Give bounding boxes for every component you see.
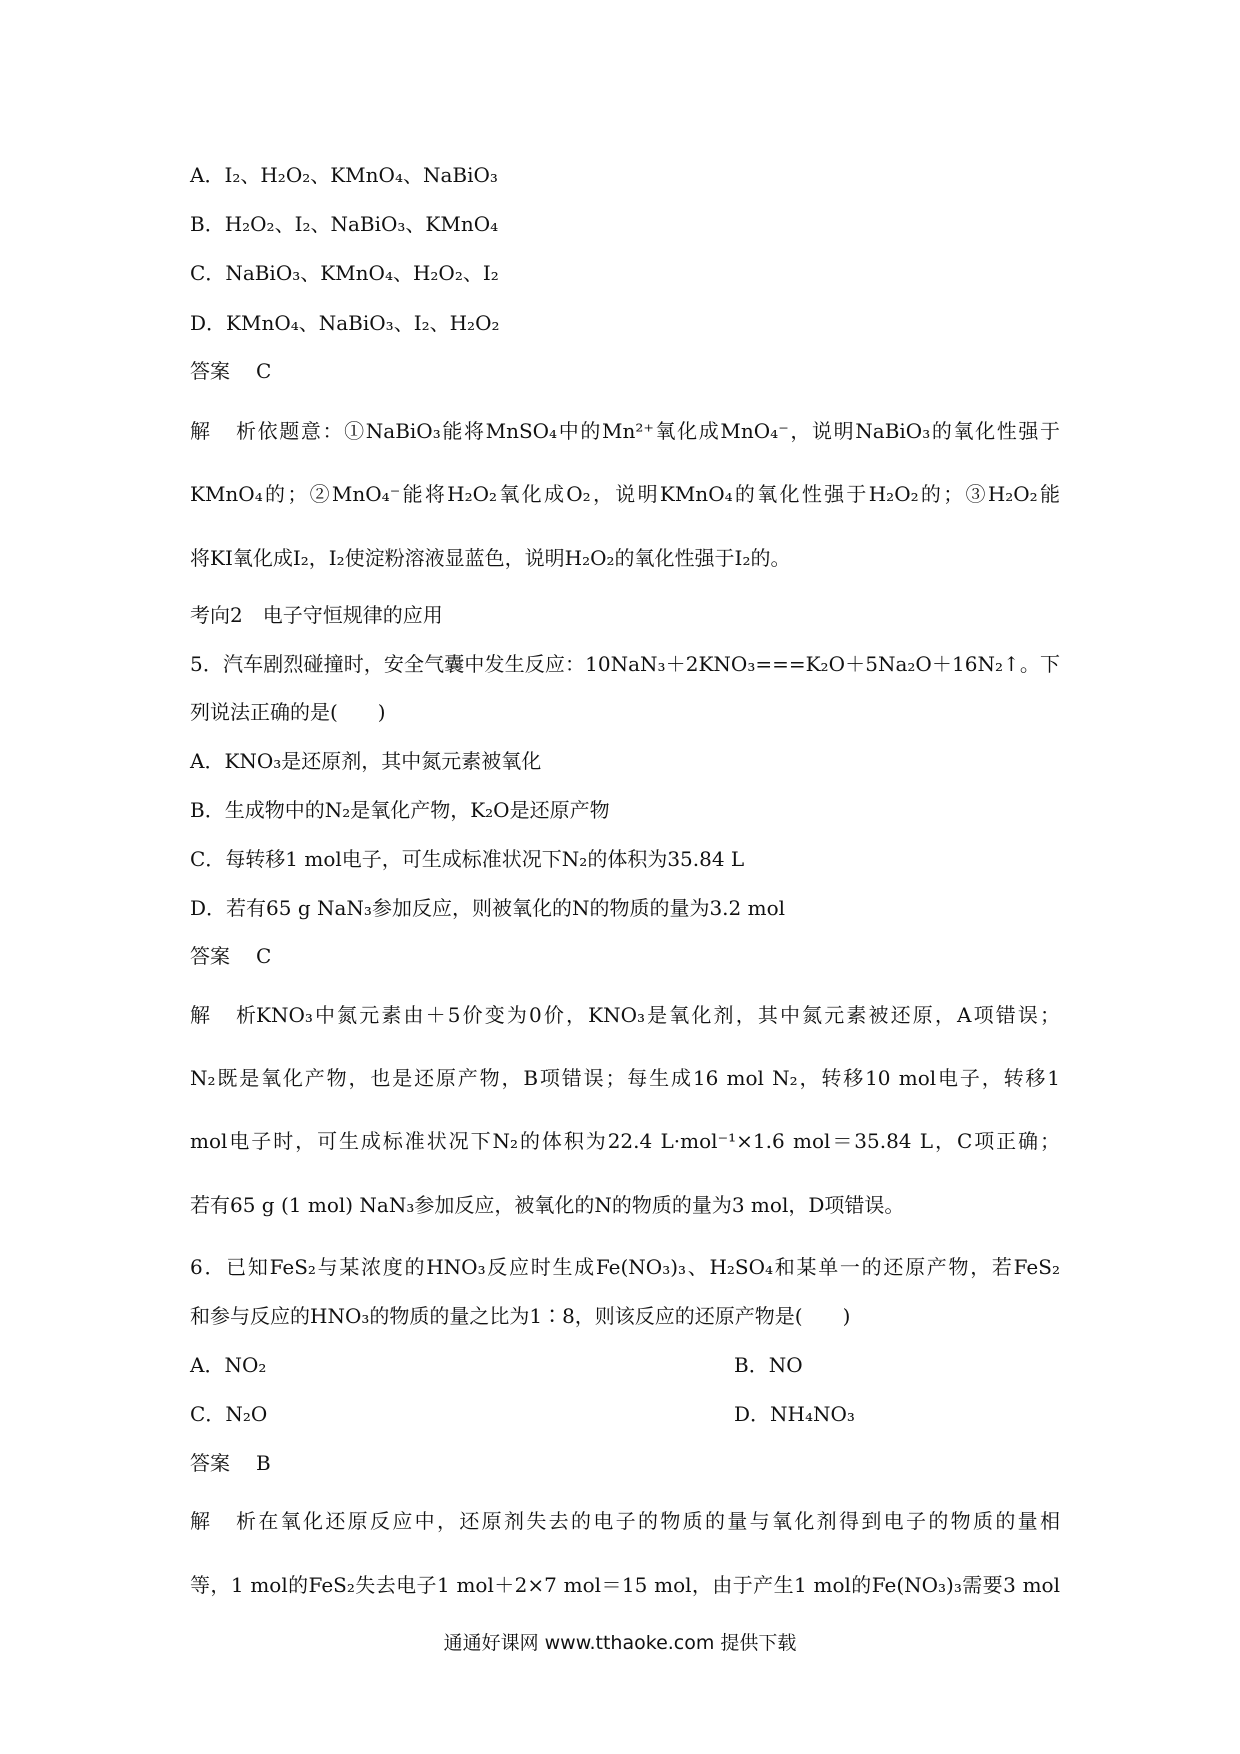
answer-label: 答案 xyxy=(190,944,230,968)
q4-option-b xyxy=(190,211,1060,237)
q6-options-row-1 xyxy=(190,1352,1060,1378)
option-text: 若有65 g NaN₃参加反应，则被氧化的N的物质的量为3.2 mol xyxy=(226,896,786,920)
q6-stem-line-1: 6．已知FeS₂与某浓度的HNO₃反应时生成Fe(NO₃)₃、H₂SO₄和某单一的还原产物，若FeS₂ xyxy=(190,1255,1060,1279)
q5-explanation-line-3 xyxy=(190,1128,1060,1154)
q5-stem-line-2: 列说法正确的是( ) xyxy=(190,700,386,724)
section-heading: 考向2 电子守恒规律的应用 xyxy=(190,603,443,627)
q5-option-a xyxy=(190,748,1060,774)
q5-answer xyxy=(190,943,1060,969)
q6-answer xyxy=(190,1450,1060,1476)
q6-option-c xyxy=(190,1402,267,1426)
option-letter: C． xyxy=(190,1402,226,1426)
q5-option-c xyxy=(190,846,1060,872)
explanation-text: mol电子时，可生成标准状况下N₂的体积为22.4 L·mol⁻¹×1.6 mol＝35.84 L，C项正确； xyxy=(190,1129,1060,1153)
option-letter: A． xyxy=(190,749,225,773)
option-text: N₂O xyxy=(225,1402,268,1426)
explanation-label: 解析 xyxy=(190,1509,256,1533)
option-text: NO xyxy=(768,1353,803,1377)
explanation-label: 解析 xyxy=(190,419,256,443)
explanation-text: 若有65 g (1 mol) NaN₃参加反应，被氧化的N的物质的量为3 mol，D项错误。 xyxy=(190,1193,905,1217)
option-text: 每转移1 mol电子，可生成标准状况下N₂的体积为35.84 L xyxy=(225,847,745,871)
q6-explanation-line-1 xyxy=(190,1508,1060,1534)
option-letter: D． xyxy=(190,896,227,920)
page-footer: 通通好课网 www.tthaoke.com 提供下载 xyxy=(443,1632,797,1654)
q5-explanation-line-4 xyxy=(190,1192,1060,1218)
q4-answer xyxy=(190,358,1060,384)
q4-option-d xyxy=(190,310,1060,336)
option-text: KMnO₄、NaBiO₃、I₂、H₂O₂ xyxy=(226,311,500,335)
explanation-text: KMnO₄的；②MnO₄⁻能将H₂O₂氧化成O₂，说明KMnO₄的氧化性强于H₂O₂的；③H₂O₂能 xyxy=(190,482,1060,506)
option-text: I₂、H₂O₂、KMnO₄、NaBiO₃ xyxy=(224,163,498,187)
explanation-text: 等，1 mol的FeS₂失去电子1 mol＋2×7 mol＝15 mol，由于产生1 mol的Fe(NO₃)₃需要3 mol xyxy=(190,1573,1060,1597)
q6-option-b xyxy=(734,1352,803,1378)
option-letter: B． xyxy=(190,212,225,236)
answer-value: C xyxy=(256,944,272,968)
answer-label: 答案 xyxy=(190,359,230,383)
answer-value: B xyxy=(256,1451,271,1475)
option-text: H₂O₂、I₂、NaBiO₃、KMnO₄ xyxy=(224,212,499,236)
explanation-label: 解析 xyxy=(190,1003,256,1027)
q4-option-c xyxy=(190,260,1060,286)
option-text: NaBiO₃、KMnO₄、H₂O₂、I₂ xyxy=(225,261,499,285)
option-letter: B． xyxy=(190,798,225,822)
explanation-text: KNO₃中氮元素由＋5价变为0价，KNO₃是氧化剂，其中氮元素被还原，A项错误； xyxy=(256,1003,1060,1027)
option-letter: A． xyxy=(190,1353,225,1377)
q5-explanation-line-1 xyxy=(190,1002,1060,1028)
option-text: NH₄NO₃ xyxy=(770,1402,855,1426)
option-letter: D． xyxy=(734,1402,771,1426)
q4-explanation-line-2 xyxy=(190,481,1060,507)
q5-explanation-line-2 xyxy=(190,1065,1060,1091)
option-text: 生成物中的N₂是氧化产物，K₂O是还原产物 xyxy=(224,798,610,822)
q6-explanation-line-2 xyxy=(190,1572,1060,1598)
option-letter: C． xyxy=(190,847,226,871)
q4-explanation-line-1 xyxy=(190,418,1060,444)
option-text: KNO₃是还原剂，其中氮元素被氧化 xyxy=(224,749,542,773)
option-text: NO₂ xyxy=(224,1353,267,1377)
explanation-text: N₂既是氧化产物，也是还原产物，B项错误；每生成16 mol N₂，转移10 mol电子，转移1 xyxy=(190,1066,1060,1090)
q5-option-b xyxy=(190,797,1060,823)
q6-stem-line-2: 和参与反应的HNO₃的物质的量之比为1∶8，则该反应的还原产物是( ) xyxy=(190,1304,851,1328)
q6-option-a xyxy=(190,1353,266,1377)
q6-option-d xyxy=(734,1401,855,1427)
option-letter: C． xyxy=(190,261,226,285)
option-letter: D． xyxy=(190,311,227,335)
q5-stem-line-1: 5．汽车剧烈碰撞时，安全气囊中发生反应：10NaN₃＋2KNO₃===K₂O＋5Na₂O＋16N₂↑。下 xyxy=(190,652,1060,676)
option-letter: A． xyxy=(190,163,225,187)
q5-option-d xyxy=(190,895,1060,921)
answer-label: 答案 xyxy=(190,1451,230,1475)
explanation-text: 依题意：①NaBiO₃能将MnSO₄中的Mn²⁺氧化成MnO₄⁻，说明NaBiO₃的氧化性强于 xyxy=(256,419,1060,443)
explanation-text: 在氧化还原反应中，还原剂失去的电子的物质的量与氧化剂得到电子的物质的量相 xyxy=(256,1509,1060,1533)
answer-value: C xyxy=(256,359,272,383)
explanation-text: 将KI氧化成I₂，I₂使淀粉溶液显蓝色，说明H₂O₂的氧化性强于I₂的。 xyxy=(190,546,791,570)
q6-options-row-2 xyxy=(190,1401,1060,1427)
q4-explanation-line-3 xyxy=(190,545,1060,571)
q4-option-a xyxy=(190,162,1060,188)
option-letter: B． xyxy=(734,1353,769,1377)
